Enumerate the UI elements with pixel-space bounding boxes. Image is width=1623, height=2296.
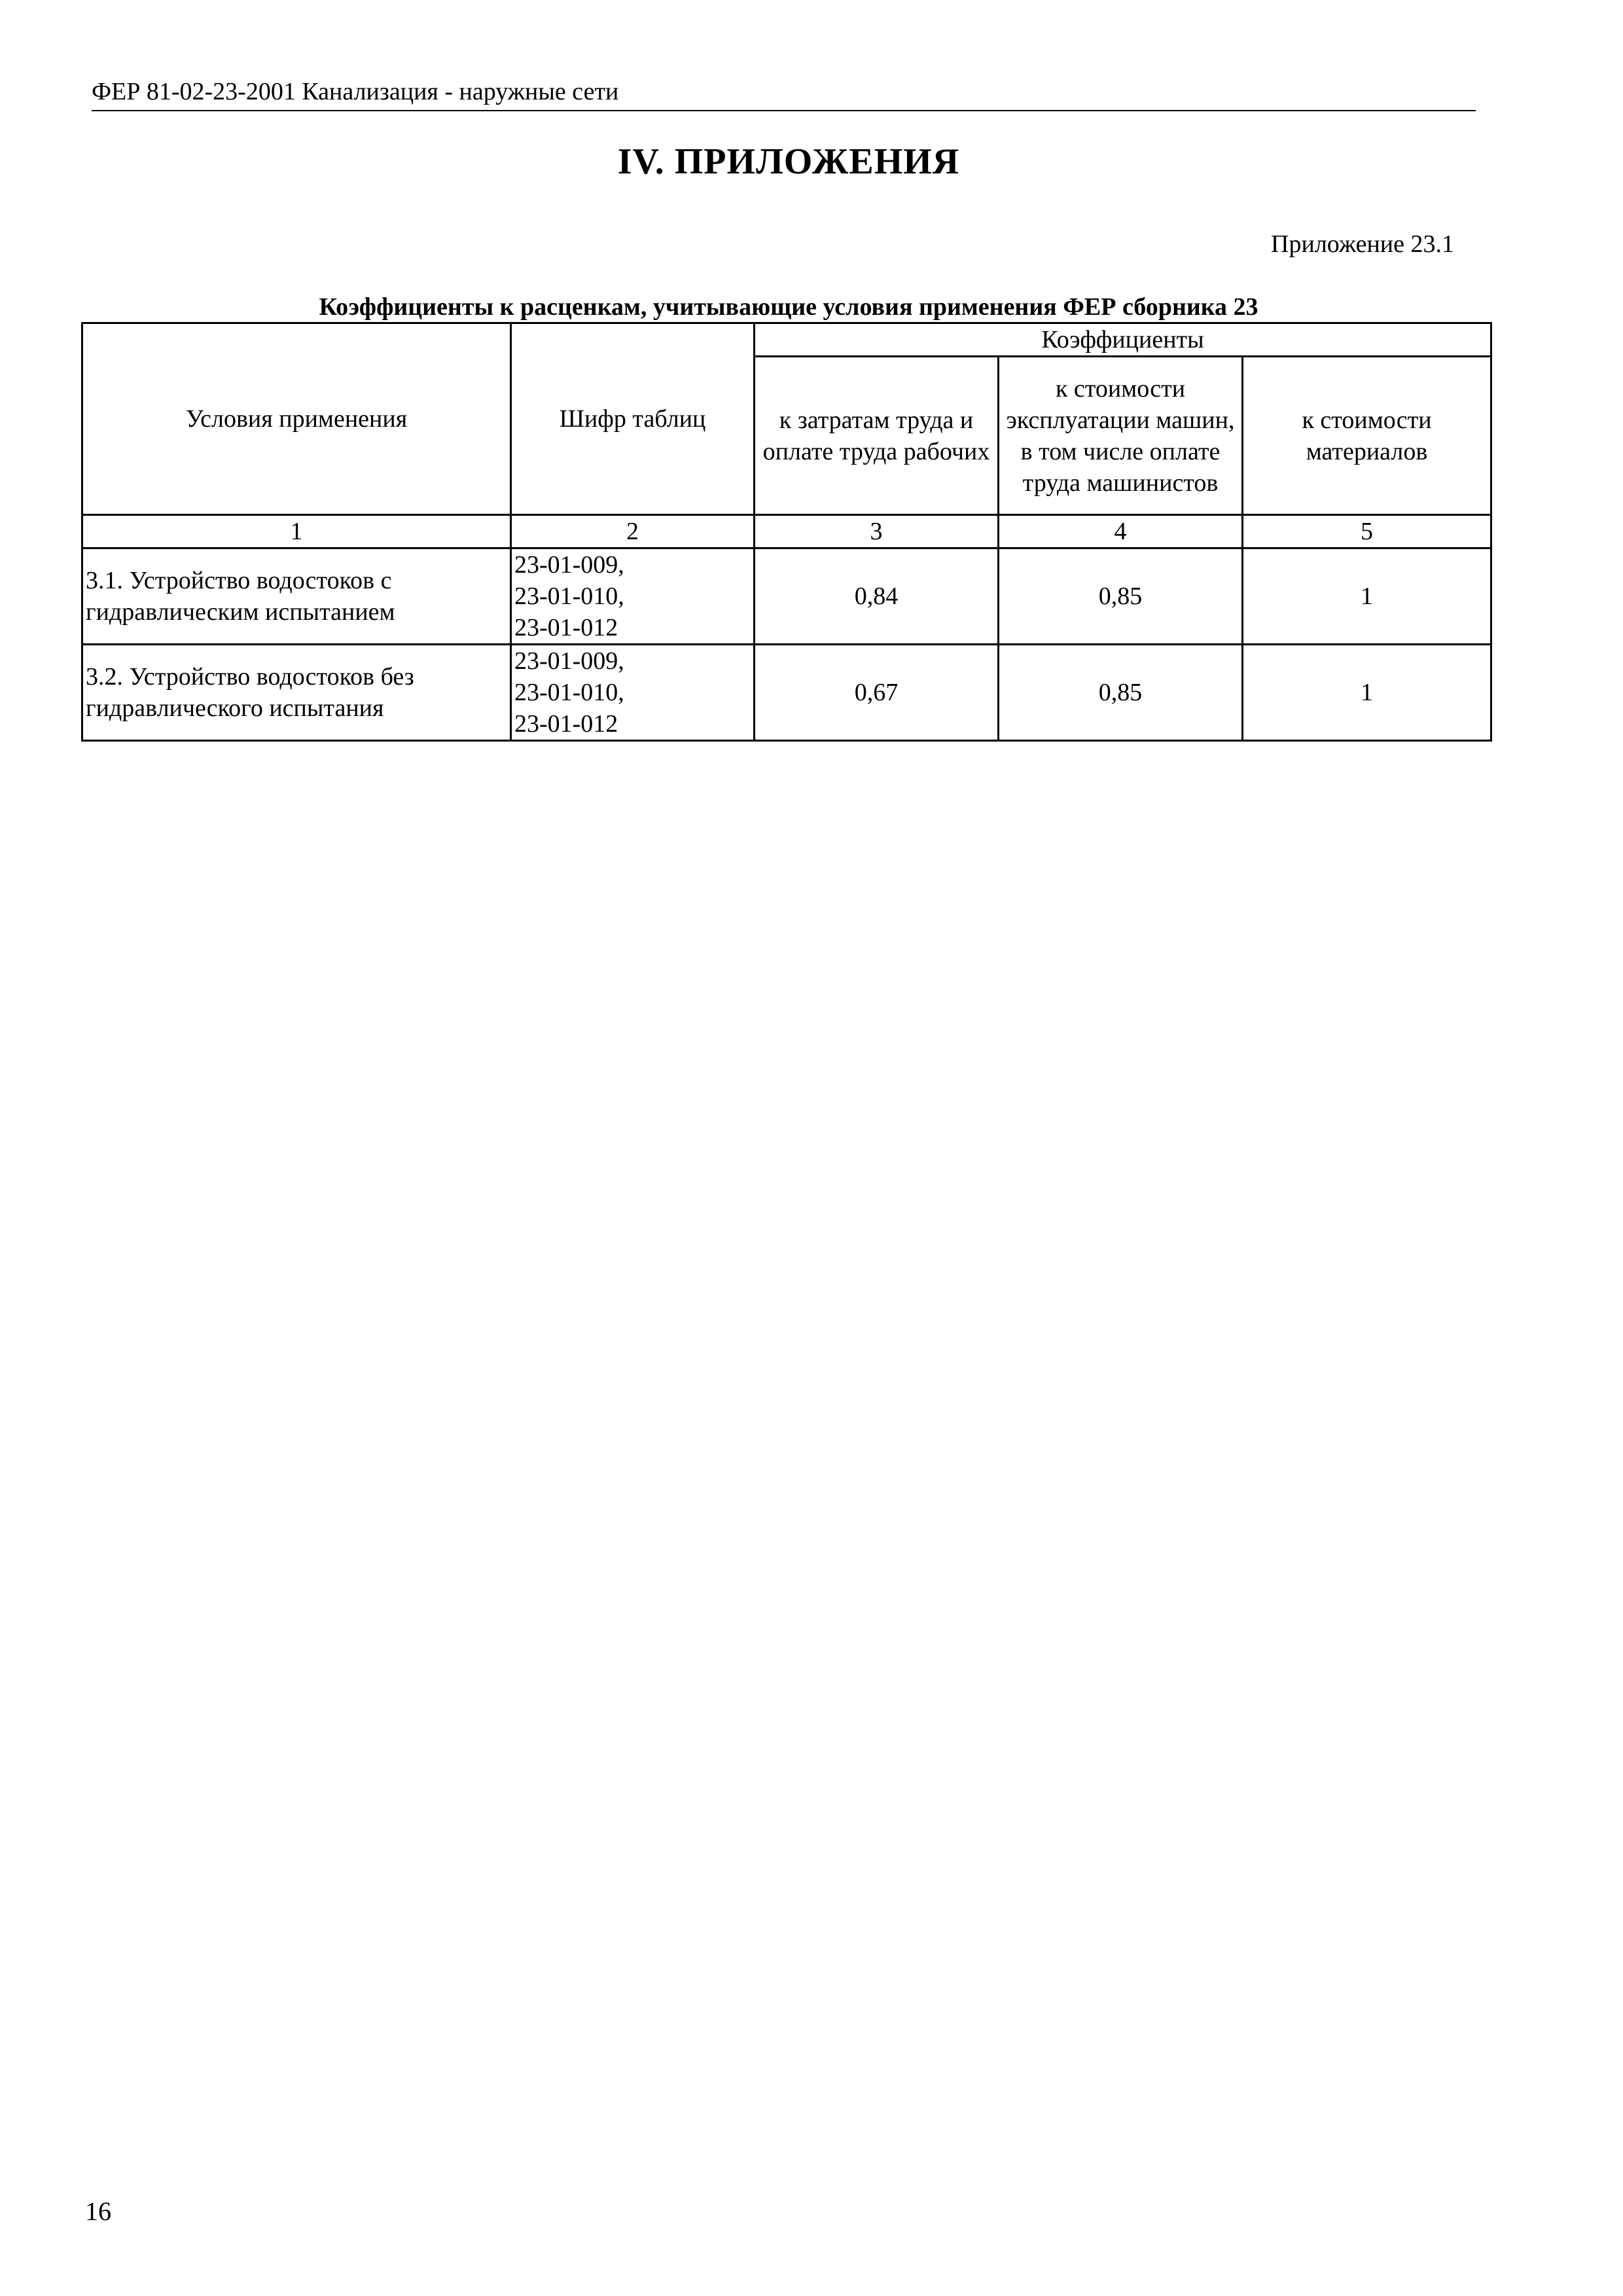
- column-number: 3: [755, 515, 999, 548]
- appendix-label: Приложение 23.1: [1271, 230, 1454, 258]
- labor-coefficient-cell: 0,67: [755, 645, 999, 741]
- section-title: IV. ПРИЛОЖЕНИЯ: [617, 141, 960, 182]
- column-number: 1: [82, 515, 511, 548]
- page-number: 16: [85, 2197, 111, 2226]
- table-header-row: [82, 323, 1491, 357]
- header-machines: к стоимости эксплуатации машин, в том числе оплате труда машинистов: [999, 357, 1243, 515]
- header-coefficients-group: Коэффициенты: [755, 323, 1491, 357]
- table-code: 23-01-010,: [514, 583, 624, 610]
- materials-coefficient-cell: 1: [1243, 548, 1491, 645]
- table-code: 23-01-012: [514, 614, 618, 641]
- running-header: ФЕР 81-02-23-2001 Канализация - наружные сети: [92, 78, 619, 105]
- condition-cell: 3.2. Устройство водостоков без гидравлического испытания: [82, 645, 511, 741]
- labor-coefficient-cell: 0,84: [755, 548, 999, 645]
- table-row: [82, 548, 1491, 645]
- header-conditions: Условия применения: [82, 323, 511, 515]
- table-caption: Коэффициенты к расценкам, учитывающие условия применения ФЕР сборника 23: [319, 293, 1258, 321]
- column-number: 4: [999, 515, 1243, 548]
- header-table-code: Шифр таблиц: [511, 323, 755, 515]
- column-number: 5: [1243, 515, 1491, 548]
- condition-cell: 3.1. Устройство водостоков с гидравлическим испытанием: [82, 548, 511, 645]
- table-code-cell: [511, 645, 755, 741]
- coefficients-table: [81, 322, 1492, 742]
- table-code: 23-01-012: [514, 710, 618, 738]
- machines-coefficient-cell: 0,85: [999, 645, 1243, 741]
- materials-coefficient-cell: 1: [1243, 645, 1491, 741]
- column-number: 2: [511, 515, 755, 548]
- table-code: 23-01-009,: [514, 551, 624, 579]
- table-code: 23-01-010,: [514, 679, 624, 706]
- table-code-cell: [511, 548, 755, 645]
- header-labor: к затратам труда и оплате труда рабочих: [755, 357, 999, 515]
- header-materials: к стоимости материалов: [1243, 357, 1491, 515]
- column-number-row: [82, 515, 1491, 548]
- machines-coefficient-cell: 0,85: [999, 548, 1243, 645]
- header-rule: [92, 110, 1476, 111]
- table-code: 23-01-009,: [514, 647, 624, 675]
- table-row: [82, 645, 1491, 741]
